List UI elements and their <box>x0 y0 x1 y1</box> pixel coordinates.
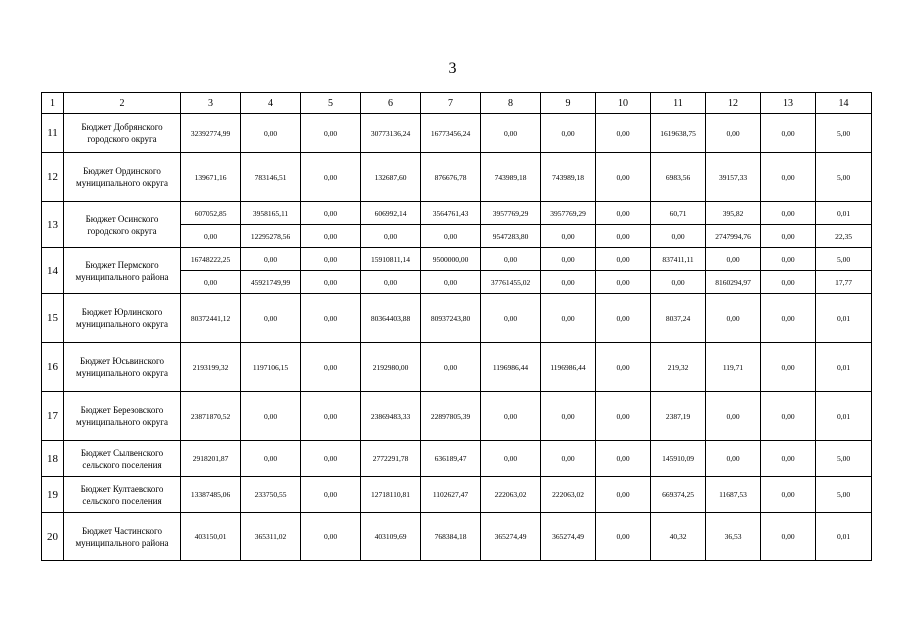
value-cell: 132687,60 <box>361 153 421 202</box>
row-number: 18 <box>42 441 64 477</box>
row-number: 16 <box>42 343 64 392</box>
value-cell: 606992,14 <box>361 202 421 225</box>
value-cell: 222063,02 <box>541 477 596 513</box>
row-number: 20 <box>42 513 64 561</box>
value-cell: 0,00 <box>706 392 761 441</box>
value-cell: 0,00 <box>541 441 596 477</box>
row-number: 15 <box>42 294 64 343</box>
value-cell: 0,00 <box>181 271 241 294</box>
budget-name: Бюджет Култаевского сельского поселения <box>64 477 181 513</box>
value-cell: 80364403,88 <box>361 294 421 343</box>
value-cell: 5,00 <box>816 441 872 477</box>
column-header: 2 <box>64 93 181 114</box>
value-cell: 0,01 <box>816 513 872 561</box>
column-header: 14 <box>816 93 872 114</box>
value-cell: 0,00 <box>596 343 651 392</box>
value-cell: 0,00 <box>761 392 816 441</box>
value-cell: 0,00 <box>596 477 651 513</box>
value-cell: 5,00 <box>816 114 872 153</box>
budget-name: Бюджет Березовского муниципального округа <box>64 392 181 441</box>
budget-name: Бюджет Юрлинского муниципального округа <box>64 294 181 343</box>
row-number: 19 <box>42 477 64 513</box>
table-row <box>42 153 872 202</box>
table-row <box>42 392 872 441</box>
value-cell: 1197106,15 <box>241 343 301 392</box>
value-cell: 0,00 <box>421 343 481 392</box>
value-cell: 36,53 <box>706 513 761 561</box>
value-cell: 8160294,97 <box>706 271 761 294</box>
value-cell: 11687,53 <box>706 477 761 513</box>
budget-name: Бюджет Сылвенского сельского поселения <box>64 441 181 477</box>
value-cell: 0,00 <box>706 441 761 477</box>
value-cell: 23869483,33 <box>361 392 421 441</box>
value-cell: 0,00 <box>761 225 816 248</box>
value-cell: 0,00 <box>301 202 361 225</box>
column-header: 13 <box>761 93 816 114</box>
column-header: 1 <box>42 93 64 114</box>
value-cell: 16773456,24 <box>421 114 481 153</box>
page-number: 3 <box>448 60 457 77</box>
value-cell: 743989,18 <box>541 153 596 202</box>
value-cell: 743989,18 <box>481 153 541 202</box>
value-cell: 636189,47 <box>421 441 481 477</box>
value-cell: 0,00 <box>596 248 651 271</box>
value-cell: 2192980,00 <box>361 343 421 392</box>
value-cell: 0,00 <box>706 248 761 271</box>
value-cell: 219,32 <box>651 343 706 392</box>
value-cell: 6983,56 <box>651 153 706 202</box>
value-cell: 0,00 <box>301 343 361 392</box>
value-cell: 1196986,44 <box>541 343 596 392</box>
value-cell: 0,01 <box>816 294 872 343</box>
value-cell: 0,00 <box>241 114 301 153</box>
table-body <box>42 93 872 561</box>
table-row <box>42 441 872 477</box>
table-row <box>42 202 872 225</box>
row-number: 11 <box>42 114 64 153</box>
value-cell: 0,00 <box>761 477 816 513</box>
value-cell: 0,00 <box>706 114 761 153</box>
value-cell: 876676,78 <box>421 153 481 202</box>
column-header: 7 <box>421 93 481 114</box>
value-cell: 0,00 <box>596 441 651 477</box>
value-cell: 0,01 <box>816 202 872 225</box>
value-cell: 5,00 <box>816 248 872 271</box>
column-header: 11 <box>651 93 706 114</box>
value-cell: 233750,55 <box>241 477 301 513</box>
budget-name: Бюджет Добрянского городского округа <box>64 114 181 153</box>
value-cell: 0,00 <box>596 114 651 153</box>
value-cell: 2918201,87 <box>181 441 241 477</box>
value-cell: 768384,18 <box>421 513 481 561</box>
value-cell: 3957769,29 <box>541 202 596 225</box>
value-cell: 0,00 <box>301 477 361 513</box>
value-cell: 119,71 <box>706 343 761 392</box>
value-cell: 0,00 <box>301 513 361 561</box>
value-cell: 0,00 <box>706 294 761 343</box>
value-cell: 5,00 <box>816 477 872 513</box>
column-header: 6 <box>361 93 421 114</box>
value-cell: 837411,11 <box>651 248 706 271</box>
value-cell: 9547283,80 <box>481 225 541 248</box>
value-cell: 0,01 <box>816 392 872 441</box>
value-cell: 0,00 <box>761 343 816 392</box>
value-cell: 32392774,99 <box>181 114 241 153</box>
column-header: 3 <box>181 93 241 114</box>
value-cell: 669374,25 <box>651 477 706 513</box>
value-cell: 403150,01 <box>181 513 241 561</box>
value-cell: 0,00 <box>596 513 651 561</box>
value-cell: 3958165,11 <box>241 202 301 225</box>
value-cell: 30773136,24 <box>361 114 421 153</box>
value-cell: 0,00 <box>241 294 301 343</box>
value-cell: 0,00 <box>541 392 596 441</box>
row-number: 12 <box>42 153 64 202</box>
value-cell: 0,00 <box>301 153 361 202</box>
table-row <box>42 513 872 561</box>
table-row <box>42 477 872 513</box>
budget-name: Бюджет Пермского муниципального района <box>64 248 181 294</box>
value-cell: 12718110,81 <box>361 477 421 513</box>
value-cell: 1196986,44 <box>481 343 541 392</box>
value-cell: 365274,49 <box>541 513 596 561</box>
table-row <box>42 343 872 392</box>
value-cell: 0,00 <box>651 271 706 294</box>
value-cell: 12295278,56 <box>241 225 301 248</box>
value-cell: 15910811,14 <box>361 248 421 271</box>
value-cell: 0,01 <box>816 343 872 392</box>
header-row <box>42 93 872 114</box>
table-row <box>42 248 872 271</box>
value-cell: 22897805,39 <box>421 392 481 441</box>
value-cell: 0,00 <box>761 441 816 477</box>
value-cell: 0,00 <box>596 225 651 248</box>
value-cell: 0,00 <box>541 114 596 153</box>
value-cell: 0,00 <box>481 441 541 477</box>
row-number: 14 <box>42 248 64 294</box>
value-cell: 1619638,75 <box>651 114 706 153</box>
value-cell: 22,35 <box>816 225 872 248</box>
value-cell: 0,00 <box>301 248 361 271</box>
value-cell: 2772291,78 <box>361 441 421 477</box>
value-cell: 23871870,52 <box>181 392 241 441</box>
column-header: 8 <box>481 93 541 114</box>
value-cell: 0,00 <box>596 294 651 343</box>
value-cell: 17,77 <box>816 271 872 294</box>
value-cell: 0,00 <box>241 248 301 271</box>
value-cell: 0,00 <box>596 271 651 294</box>
budget-name: Бюджет Частинского муниципального района <box>64 513 181 561</box>
value-cell: 2193199,32 <box>181 343 241 392</box>
column-header: 12 <box>706 93 761 114</box>
value-cell: 403109,69 <box>361 513 421 561</box>
row-number: 17 <box>42 392 64 441</box>
value-cell: 0,00 <box>596 392 651 441</box>
column-header: 5 <box>301 93 361 114</box>
value-cell: 0,00 <box>651 225 706 248</box>
row-number: 13 <box>42 202 64 248</box>
value-cell: 80372441,12 <box>181 294 241 343</box>
budget-name: Бюджет Ординского муниципального округа <box>64 153 181 202</box>
value-cell: 139671,16 <box>181 153 241 202</box>
value-cell: 0,00 <box>301 114 361 153</box>
value-cell: 40,32 <box>651 513 706 561</box>
value-cell: 13387485,06 <box>181 477 241 513</box>
budget-table <box>41 92 872 561</box>
value-cell: 0,00 <box>301 225 361 248</box>
budget-name: Бюджет Осинского городского округа <box>64 202 181 248</box>
value-cell: 607052,85 <box>181 202 241 225</box>
value-cell: 3564761,43 <box>421 202 481 225</box>
column-header: 10 <box>596 93 651 114</box>
value-cell: 0,00 <box>301 271 361 294</box>
value-cell: 145910,09 <box>651 441 706 477</box>
value-cell: 0,00 <box>481 248 541 271</box>
value-cell: 8037,24 <box>651 294 706 343</box>
value-cell: 2747994,76 <box>706 225 761 248</box>
column-header: 4 <box>241 93 301 114</box>
value-cell: 0,00 <box>596 202 651 225</box>
value-cell: 0,00 <box>761 202 816 225</box>
value-cell: 0,00 <box>761 248 816 271</box>
value-cell: 0,00 <box>761 513 816 561</box>
value-cell: 0,00 <box>301 441 361 477</box>
value-cell: 2387,19 <box>651 392 706 441</box>
value-cell: 0,00 <box>481 114 541 153</box>
value-cell: 0,00 <box>596 153 651 202</box>
column-header: 9 <box>541 93 596 114</box>
value-cell: 0,00 <box>421 271 481 294</box>
value-cell: 783146,51 <box>241 153 301 202</box>
table-row <box>42 114 872 153</box>
value-cell: 0,00 <box>541 271 596 294</box>
value-cell: 0,00 <box>301 294 361 343</box>
value-cell: 60,71 <box>651 202 706 225</box>
value-cell: 0,00 <box>761 153 816 202</box>
value-cell: 365274,49 <box>481 513 541 561</box>
value-cell: 5,00 <box>816 153 872 202</box>
value-cell: 37761455,02 <box>481 271 541 294</box>
value-cell: 0,00 <box>761 114 816 153</box>
budget-name: Бюджет Юсьвинского муниципального округа <box>64 343 181 392</box>
value-cell: 0,00 <box>761 294 816 343</box>
value-cell: 0,00 <box>541 248 596 271</box>
value-cell: 0,00 <box>361 225 421 248</box>
value-cell: 0,00 <box>301 392 361 441</box>
value-cell: 80937243,80 <box>421 294 481 343</box>
value-cell: 0,00 <box>241 392 301 441</box>
value-cell: 0,00 <box>541 225 596 248</box>
value-cell: 222063,02 <box>481 477 541 513</box>
value-cell: 0,00 <box>181 225 241 248</box>
value-cell: 0,00 <box>761 271 816 294</box>
value-cell: 0,00 <box>481 392 541 441</box>
value-cell: 0,00 <box>541 294 596 343</box>
value-cell: 39157,33 <box>706 153 761 202</box>
value-cell: 0,00 <box>361 271 421 294</box>
value-cell: 0,00 <box>421 225 481 248</box>
value-cell: 45921749,99 <box>241 271 301 294</box>
value-cell: 9500000,00 <box>421 248 481 271</box>
value-cell: 395,82 <box>706 202 761 225</box>
table-row <box>42 294 872 343</box>
value-cell: 365311,02 <box>241 513 301 561</box>
value-cell: 0,00 <box>241 441 301 477</box>
value-cell: 16748222,25 <box>181 248 241 271</box>
value-cell: 0,00 <box>481 294 541 343</box>
value-cell: 1102627,47 <box>421 477 481 513</box>
value-cell: 3957769,29 <box>481 202 541 225</box>
